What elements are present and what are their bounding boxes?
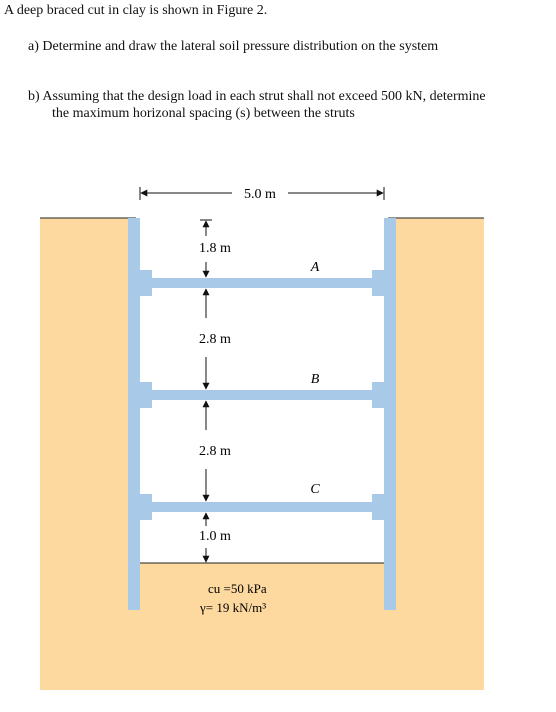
question-b-line2: the maximum horizonal spacing (s) between the struts (52, 106, 355, 121)
strut-label-b: B (310, 372, 320, 387)
soil-cu-label: cu =50 kPa (208, 581, 267, 596)
strut-b (140, 390, 384, 400)
strut-label-c: C (310, 482, 320, 497)
question-a: a) Determine and draw the lateral soil pressure distribution on the system (28, 39, 439, 54)
soil-gamma-label: γ= 19 kN/m³ (200, 600, 267, 615)
soil-left (40, 218, 136, 690)
depth-label-2: 2.8 m (199, 332, 231, 347)
depth-label-1: 1.8 m (199, 241, 231, 256)
problem-intro: A deep braced cut in clay is shown in Figure 2. (4, 3, 268, 18)
depth-label-4: 1.0 m (199, 529, 231, 544)
strut-a (140, 278, 384, 288)
soil-right (388, 218, 484, 690)
sheet-pile-left (128, 218, 140, 610)
sheet-pile-right (384, 218, 396, 610)
strut-label-a: A (310, 260, 320, 275)
strut-c (140, 502, 384, 512)
depth-label-3: 2.8 m (199, 444, 231, 459)
width-label: 5.0 m (244, 187, 276, 202)
question-b-line1: b) Assuming that the design load in each strut shall not exceed 500 kN, determine (28, 89, 486, 104)
